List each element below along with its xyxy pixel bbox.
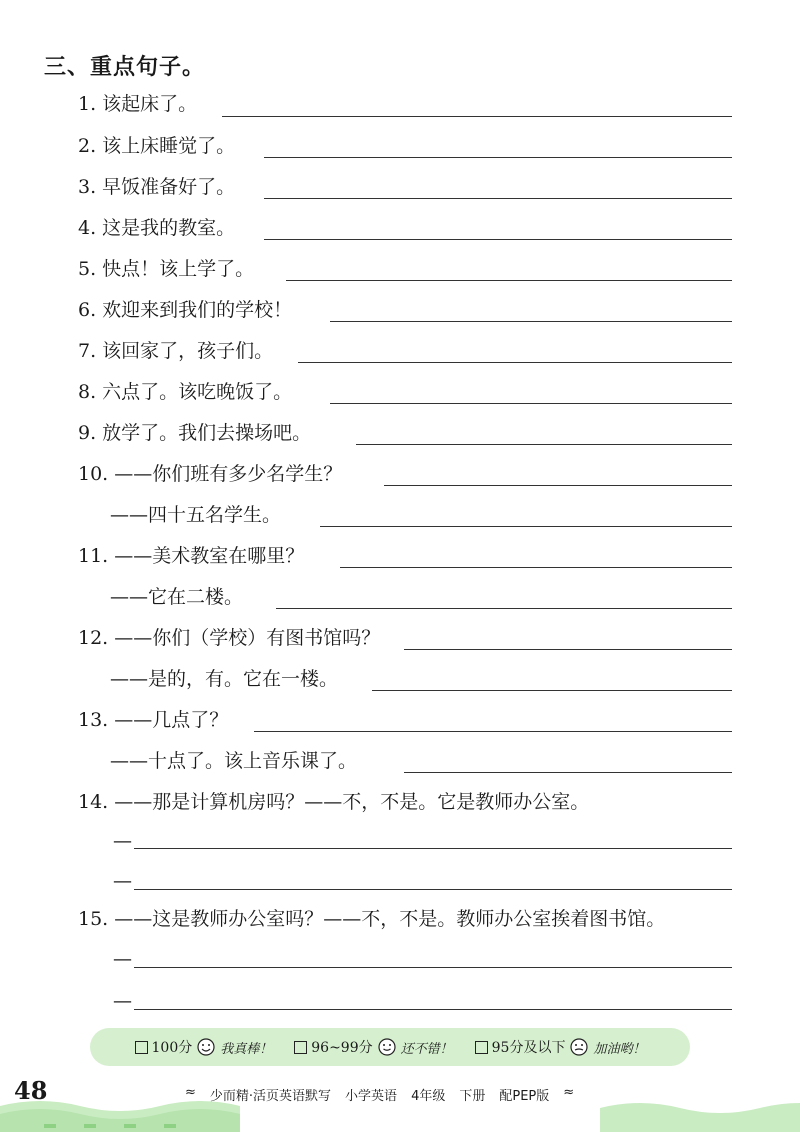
footer-series: 少而精·活页英语默写 <box>209 1089 332 1104</box>
dash-14a: — <box>113 830 132 852</box>
dash-15a: — <box>113 948 132 970</box>
footer-series-info <box>185 1085 574 1104</box>
answer-line-11b[interactable] <box>276 608 732 609</box>
answer-line-3[interactable] <box>264 198 732 199</box>
answer-line-13a[interactable] <box>254 731 732 732</box>
answer-line-9[interactable] <box>356 444 732 445</box>
smiling-face-icon <box>196 1037 216 1057</box>
rating-option-95-below[interactable] <box>475 1037 646 1057</box>
answer-line-15b[interactable] <box>134 1009 732 1010</box>
rating-score: 96~99分 <box>311 1040 373 1056</box>
rating-option-96-99[interactable] <box>294 1037 452 1057</box>
footer-ornament-left: ≈ <box>185 1085 196 1100</box>
answer-line-12a[interactable] <box>404 649 732 650</box>
sentence-6-prompt: 6. 欢迎来到我们的学校！ <box>78 299 293 321</box>
answer-line-6[interactable] <box>330 321 732 322</box>
rating-praise: 还不错！ <box>400 1041 453 1057</box>
rating-praise: 加油哟！ <box>593 1041 646 1057</box>
sentence-5-prompt: 5. 快点！该上学了。 <box>78 258 255 280</box>
sentence-13-question: 13. ——几点了？ <box>78 709 229 731</box>
footer-subject: 小学英语 <box>345 1089 398 1104</box>
answer-line-10a[interactable] <box>384 485 732 486</box>
sentence-2-prompt: 2. 该上床睡觉了。 <box>78 135 236 157</box>
sentence-1-prompt: 1. 该起床了。 <box>78 93 198 115</box>
footer-volume: 下册 <box>459 1089 486 1104</box>
sentence-12-answer: ——是的，有。它在一楼。 <box>110 668 339 690</box>
sentence-7-prompt: 7. 该回家了，孩子们。 <box>78 340 274 362</box>
smiling-face-icon <box>377 1037 397 1057</box>
answer-line-8[interactable] <box>330 403 732 404</box>
answer-line-10b[interactable] <box>320 526 732 527</box>
answer-line-14b[interactable] <box>134 889 732 890</box>
answer-line-1[interactable] <box>222 116 732 117</box>
sentence-15-prompt: 15. ——这是教师办公室吗？——不，不是。教师办公室挨着图书馆。 <box>78 908 666 930</box>
rating-option-100[interactable] <box>135 1037 273 1057</box>
sentence-10-answer: ——四十五名学生。 <box>110 504 282 526</box>
sentence-11-question: 11. ——美术教室在哪里？ <box>78 545 305 567</box>
rating-score: 100分 <box>151 1040 193 1056</box>
sentence-14-prompt: 14. ——那是计算机房吗？——不，不是。它是教师办公室。 <box>78 791 590 813</box>
sentence-4-prompt: 4. 这是我的教室。 <box>78 217 236 239</box>
checkbox[interactable] <box>294 1041 307 1054</box>
rating-praise: 我真棒！ <box>220 1041 273 1057</box>
sentence-11-answer: ——它在二楼。 <box>110 586 244 608</box>
sentence-9-prompt: 9. 放学了。我们去操场吧。 <box>78 422 312 444</box>
answer-line-2[interactable] <box>264 157 732 158</box>
answer-line-13b[interactable] <box>404 772 732 773</box>
sentence-8-prompt: 8. 六点了。该吃晚饭了。 <box>78 381 293 403</box>
sentence-10-question: 10. ——你们班有多少名学生？ <box>78 463 343 485</box>
dash-14b: — <box>113 870 132 892</box>
answer-line-15a[interactable] <box>134 967 732 968</box>
section-title: 三、重点句子。 <box>44 55 206 80</box>
page-number: 48 <box>14 1076 48 1105</box>
answer-line-5[interactable] <box>286 280 732 281</box>
self-rating-bar <box>90 1028 690 1066</box>
answer-line-7[interactable] <box>298 362 732 363</box>
rating-score: 95分及以下 <box>491 1040 566 1056</box>
answer-line-4[interactable] <box>264 239 732 240</box>
answer-line-11a[interactable] <box>340 567 732 568</box>
answer-line-14a[interactable] <box>134 848 732 849</box>
dash-15b: — <box>113 990 132 1012</box>
sentence-13-answer: ——十点了。该上音乐课了。 <box>110 750 358 772</box>
answer-line-12b[interactable] <box>372 690 732 691</box>
checkbox[interactable] <box>475 1041 488 1054</box>
cheering-face-icon <box>569 1037 589 1057</box>
footer-edition: 配PEP版 <box>499 1089 550 1104</box>
checkbox[interactable] <box>135 1041 148 1054</box>
sentence-12-question: 12. ——你们（学校）有图书馆吗？ <box>78 627 381 649</box>
footer-grade: 4年级 <box>411 1089 446 1104</box>
footer-ornament-right: ≈ <box>563 1085 575 1100</box>
sentence-3-prompt: 3. 早饭准备好了。 <box>78 176 236 198</box>
